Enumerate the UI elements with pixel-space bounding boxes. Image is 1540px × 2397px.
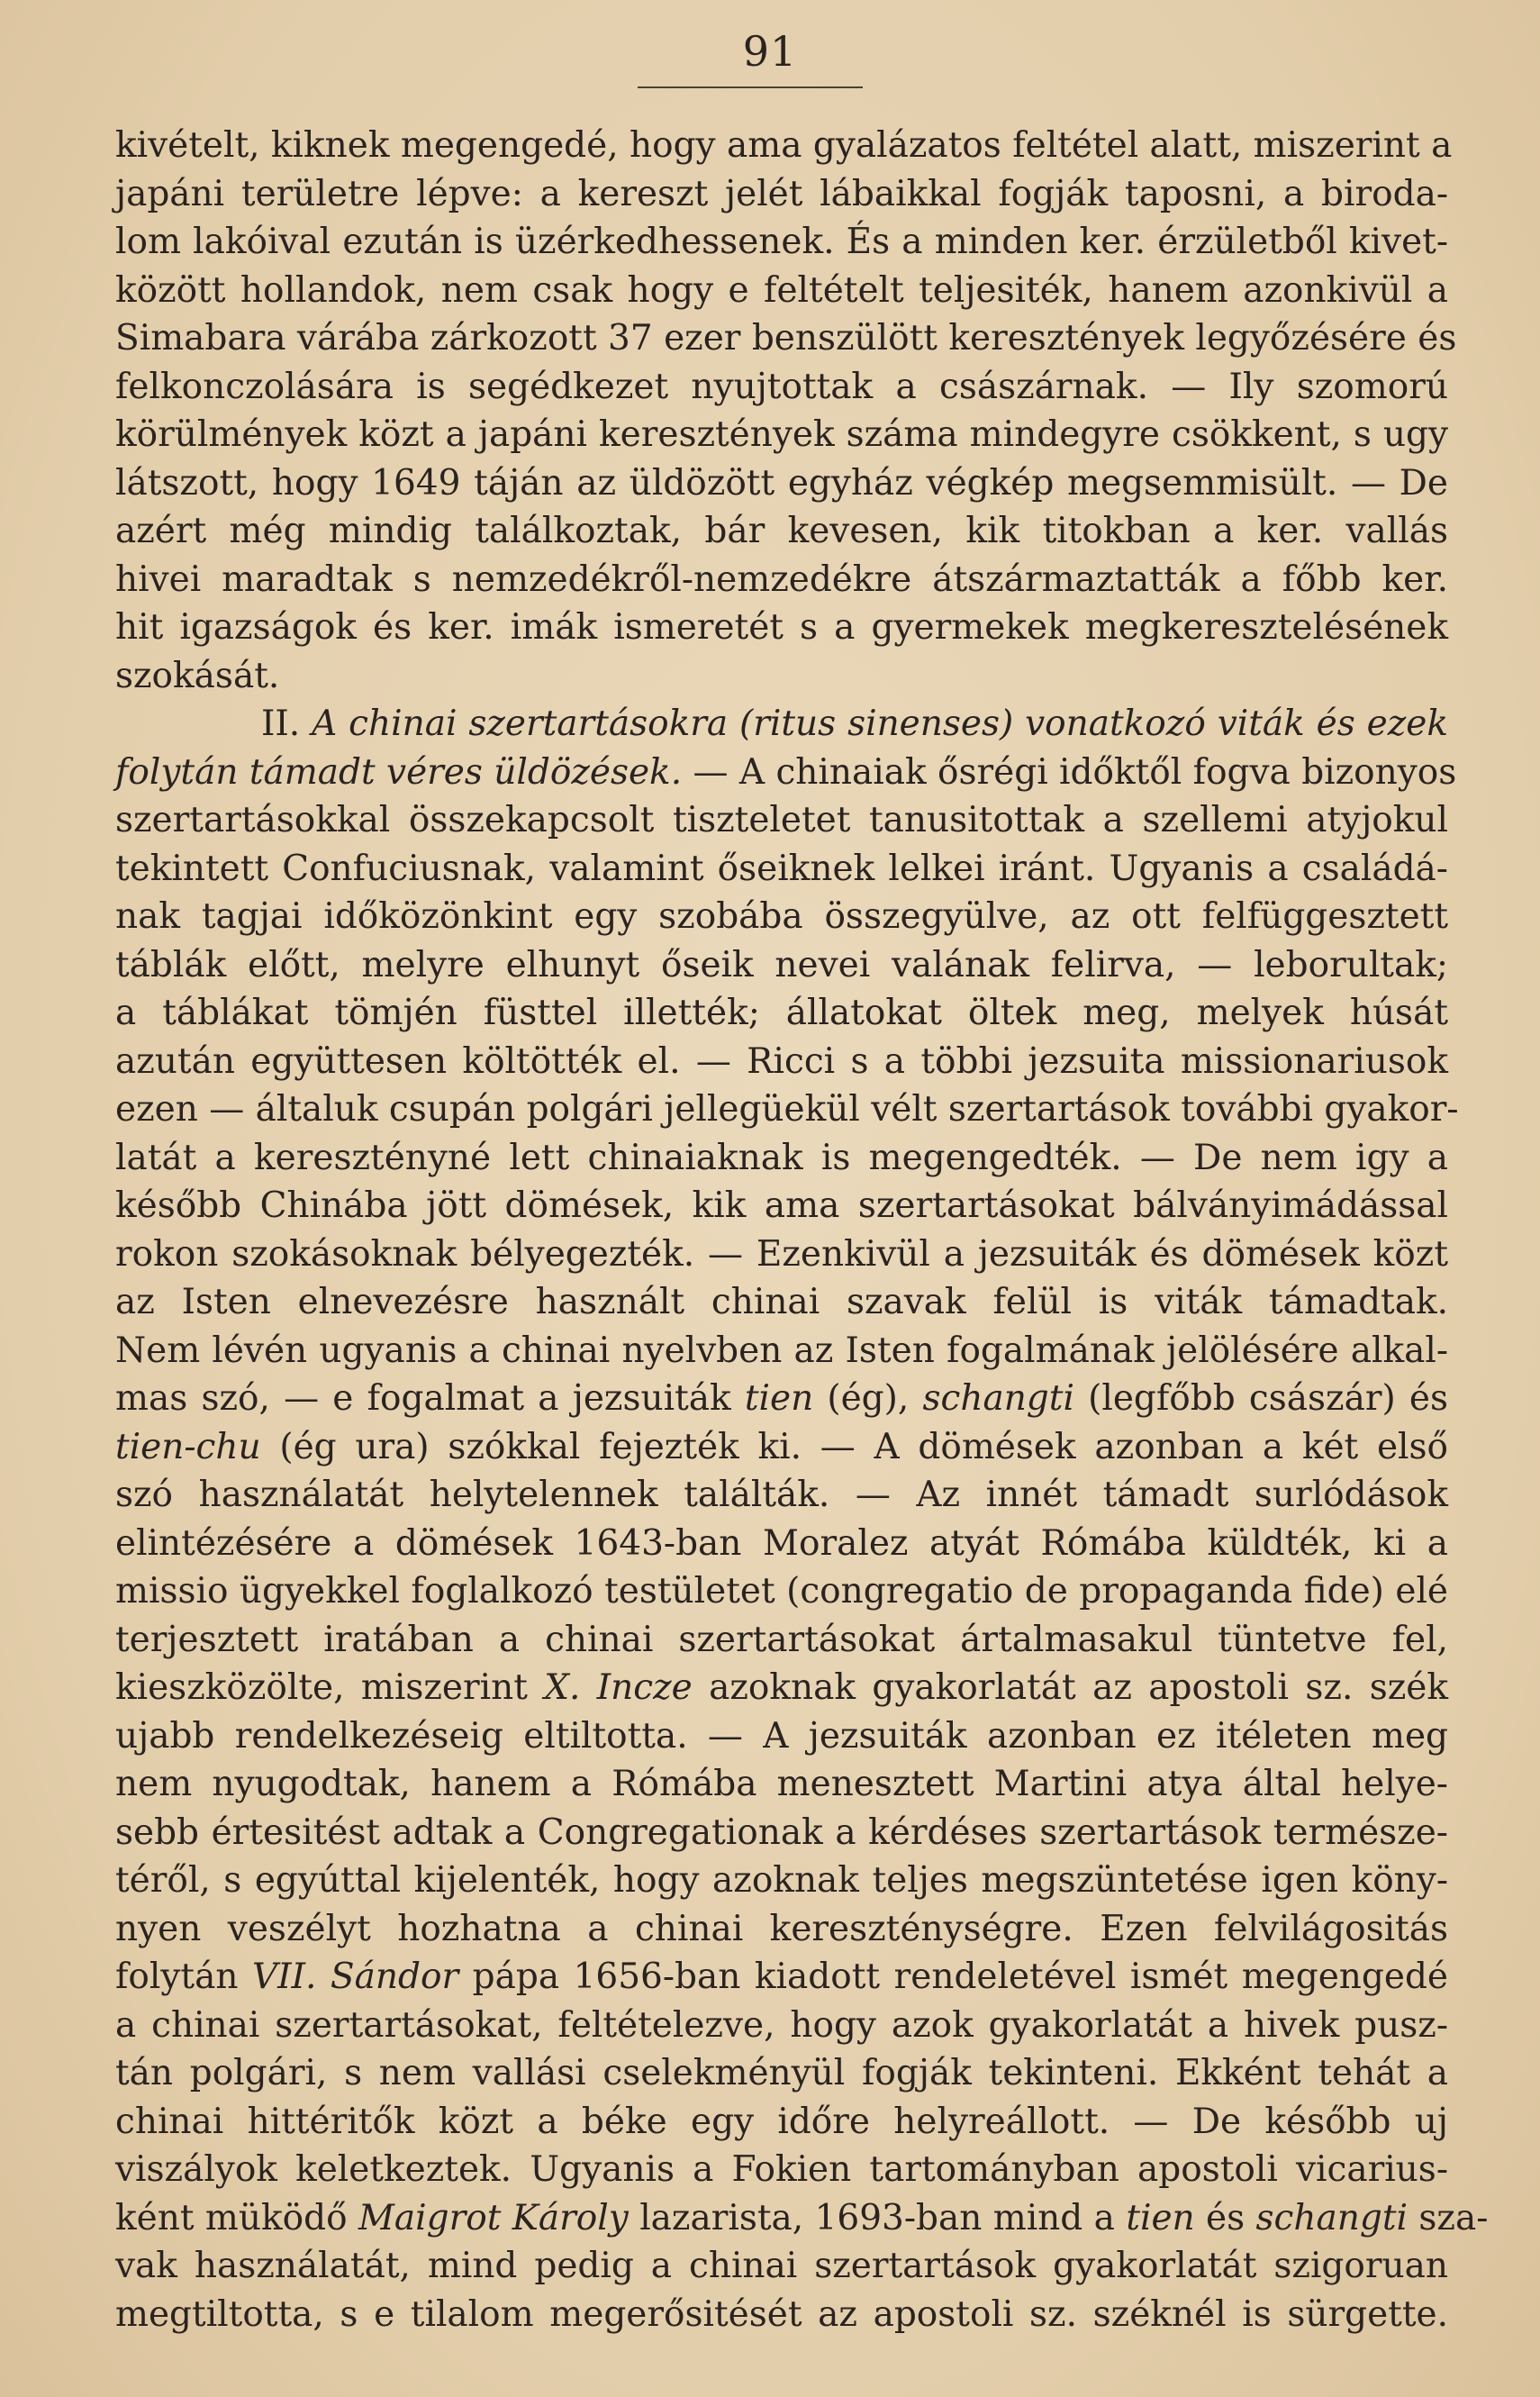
- text-line: japáni területre lépve: a kereszt jelét lábaikkal fogják taposni, a biroda-: [115, 173, 1448, 214]
- page-number: 91: [742, 27, 798, 76]
- text-line: viszályok keletkeztek. Ugyanis a Fokien tartományban apostoli vicarius-: [115, 2149, 1448, 2190]
- text-line: Nem lévén ugyanis a chinai nyelvben az Isten fogalmának jelölésére alkal-: [115, 1330, 1448, 1371]
- text-line: sebb értesitést adtak a Congregationak a kérdéses szertartások természe-: [115, 1811, 1448, 1853]
- text-line: között hollandok, nem csak hogy e feltételt teljesiték, hanem azonkivül a: [115, 269, 1448, 311]
- text-line: rokon szokásoknak bélyegezték. — Ezenkivül a jezsuiták és dömések közt: [115, 1233, 1448, 1275]
- text-line: nem nyugodtak, hanem a Rómába menesztett Martini atya által helye-: [115, 1764, 1448, 1804]
- text-line: táblák előtt, melyre elhunyt őseik nevei valának felirva, — leborultak;: [115, 944, 1448, 985]
- text-line: a chinai szertartásokat, feltételezve, hogy azok gyakorlatát a hivek pusz-: [115, 2004, 1448, 2046]
- text-line: szó használatát helytelennek találták. — Az innét támadt surlódások: [115, 1475, 1448, 1515]
- text-line: lom lakóival ezután is üzérkedhessenek. És a minden ker. érzületből kivet-: [115, 222, 1448, 262]
- text-line: elintézésére a dömések 1643-ban Moralez atyát Rómába küldték, ki a: [115, 1522, 1448, 1564]
- body-text: [115, 122, 1489, 2338]
- text-line: kivételt, kiknek megengedé, hogy ama gyalázatos feltétel alatt, miszerint a: [115, 125, 1453, 166]
- text-line: ként müködő Maigrot Károly lazarista, 1693-ban mind a tien és schangti sza-: [115, 2197, 1489, 2238]
- text-line: nak tagjai időközönkint egy szobába összegyülve, az ott felfüggesztett: [115, 896, 1448, 937]
- section-heading-line: II. A chinai szertartásokra (ritus sinenses) vonatkozó viták és ezek: [261, 704, 1448, 744]
- text-line: téről, s egyúttal kijelenték, hogy azoknak teljes megszüntetése igen köny-: [115, 1860, 1448, 1901]
- text-line: terjesztett iratában a chinai szertartásokat ártalmasakul tüntetve fel,: [115, 1619, 1448, 1660]
- text-line: szertartásokkal összekapcsolt tiszteletet tanusitottak a szellemi atyjokul: [115, 800, 1448, 840]
- text-line: hit igazságok és ker. imák ismeretét s a gyermekek megkeresztelésének: [115, 607, 1448, 648]
- text-line: vak használatát, mind pedig a chinai szertartások gyakorlatát szigoruan: [115, 2246, 1448, 2286]
- text-line: körülmények közt a japáni keresztények száma mindegyre csökkent, s ugy: [115, 414, 1448, 455]
- section-heading-line: folytán támadt véres üldözések. — A chinaiak ősrégi időktől fogva bizonyos: [115, 751, 1457, 793]
- text-line: azután együttesen költötték el. — Ricci s a többi jezsuita missionariusok: [115, 1040, 1448, 1082]
- text-line: tien-chu (ég ura) szókkal fejezték ki. — A dömések azonban a két első: [115, 1426, 1448, 1467]
- text-line: folytán VII. Sándor pápa 1656-ban kiadott rendeletével ismét megengedé: [115, 1957, 1449, 1997]
- text-line: Simabara várába zárkozott 37 ezer benszülött keresztények legyőzésére és: [115, 318, 1457, 359]
- text-line: a táblákat tömjén füsttel illették; állatokat öltek meg, melyek húsát: [115, 993, 1448, 1033]
- text-line: mas szó, — e fogalmat a jezsuiták tien (ég), schangti (legfőbb császár) és: [115, 1378, 1448, 1419]
- text-line: missio ügyekkel foglalkozó testületet (congregatio de propaganda fide) elé: [115, 1571, 1448, 1612]
- page-number-rule: [638, 86, 863, 88]
- text-line: látszott, hogy 1649 táján az üldözött egyház végkép megsemmisült. — De: [115, 462, 1448, 504]
- text-line: azért még mindig találkoztak, bár kevesen, kik titokban a ker. vallás: [115, 511, 1448, 551]
- text-line: tekintett Confuciusnak, valamint őseiknek lelkei iránt. Ugyanis a családá-: [115, 848, 1448, 889]
- text-line: tán polgári, s nem vallási cselekményül fogják tekinteni. Ekként tehát a: [115, 2053, 1448, 2093]
- text-line: nyen veszélyt hozhatna a chinai kereszténységre. Ezen felvilágositás: [115, 1908, 1448, 1949]
- text-line: chinai hittéritők közt a béke egy időre helyreállott. — De később uj: [115, 2101, 1448, 2142]
- text-line: felkonczolására is segédkezet nyujtottak a császárnak. — Ily szomorú: [115, 366, 1448, 407]
- text-line: kieszközölte, miszerint X. Incze azoknak gyakorlatát az apostoli sz. szék: [115, 1667, 1448, 1708]
- text-line: ezen — általuk csupán polgári jellegüekül vélt szertartások további gyakor-: [115, 1089, 1459, 1130]
- text-line: latát a keresztényné lett chinaiaknak is megengedték. — De nem igy a: [115, 1137, 1448, 1178]
- text-line: hivei maradtak s nemzedékről-nemzedékre átszármaztatták a főbb ker.: [115, 558, 1448, 600]
- text-line: az Isten elnevezésre használt chinai szavak felül is viták támadtak.: [115, 1282, 1448, 1322]
- text-line: megtiltotta, s e tilalom megerősitését az apostoli sz. széknél is sürgette.: [115, 2293, 1448, 2335]
- text-line: ujabb rendelkezéseig eltiltotta. — A jezsuiták azonban ez itéleten meg: [115, 1715, 1448, 1757]
- text-line: szokását.: [115, 655, 280, 696]
- text-line: később Chinába jött dömések, kik ama szertartásokat bálványimádással: [115, 1185, 1448, 1226]
